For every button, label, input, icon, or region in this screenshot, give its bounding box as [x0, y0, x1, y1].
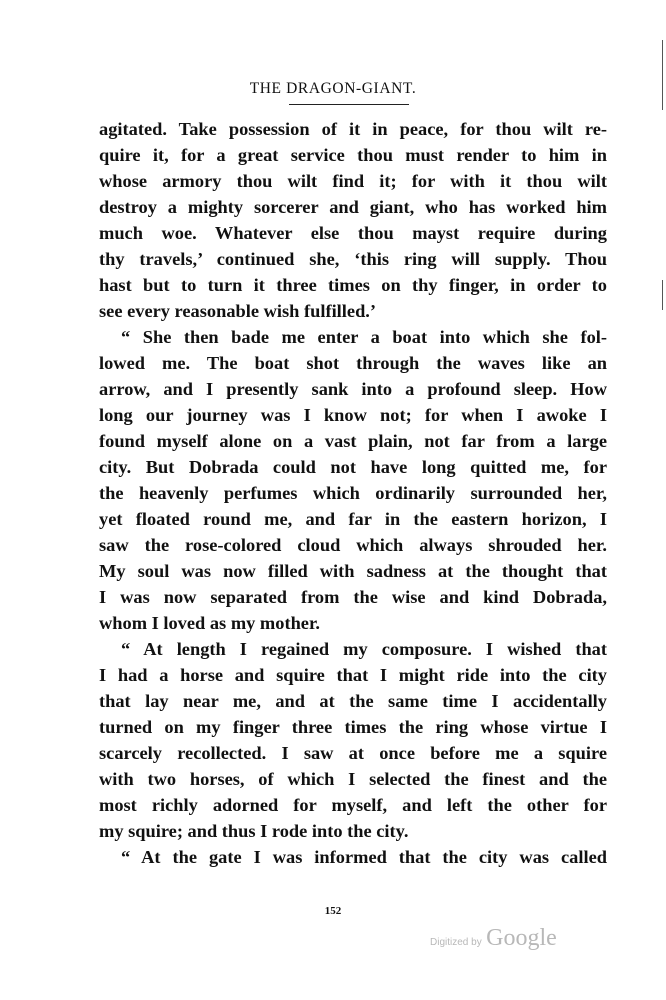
- text-line: whom I loved as my mother.: [99, 613, 321, 633]
- text-line: destroy a mighty sorcerer and giant, who has worked him: [99, 197, 607, 217]
- page-edge-mark: [662, 280, 663, 310]
- page-number: 152: [324, 905, 342, 917]
- text-line: quire it, for a great service thou must render to him in: [99, 145, 607, 165]
- text-line: found myself alone on a vast plain, not far from a large: [99, 431, 607, 451]
- text-line: my squire; and thus I rode into the city.: [99, 821, 409, 841]
- text-line: with two horses, of which I selected the finest and the: [99, 769, 607, 789]
- text-line: “ She then bade me enter a boat into which she fol-: [121, 327, 607, 347]
- text-line: “ At length I regained my composure. I wished that: [121, 639, 607, 659]
- page-edge-mark: [662, 40, 663, 110]
- text-line: agitated. Take possession of it in peace, for thou wilt re-: [99, 119, 607, 139]
- text-line: much woe. Whatever else thou mayst require during: [99, 223, 607, 243]
- text-line: arrow, and I presently sank into a profound sleep. How: [99, 379, 607, 399]
- text-line: lowed me. The boat shot through the waves like an: [99, 353, 607, 373]
- text-line: see every reasonable wish fulfilled.’: [99, 301, 377, 321]
- text-line: hast but to turn it three times on thy finger, in order to: [99, 275, 607, 295]
- watermark-prefix: Digitized by: [430, 937, 482, 948]
- header-rule: [289, 104, 409, 105]
- text-line: that lay near me, and at the same time I accidentally: [99, 691, 607, 711]
- text-line: My soul was now filled with sadness at the thought that: [99, 561, 607, 581]
- running-head: THE DRAGON-GIANT.: [249, 80, 417, 97]
- text-line: long our journey was I know not; for when I awoke I: [99, 405, 607, 425]
- digitized-watermark: [430, 925, 557, 952]
- text-line: whose armory thou wilt find it; for with it thou wilt: [99, 171, 607, 191]
- text-line: most richly adorned for myself, and left the other for: [99, 795, 607, 815]
- watermark-brand: Google: [486, 925, 557, 951]
- text-line: thy travels,’ continued she, ‘this ring will supply. Thou: [99, 249, 607, 269]
- text-line: saw the rose-colored cloud which always shrouded her.: [99, 535, 607, 555]
- text-line: the heavenly perfumes which ordinarily surrounded her,: [99, 483, 607, 503]
- text-line: turned on my finger three times the ring whose virtue I: [99, 717, 607, 737]
- text-line: yet floated round me, and far in the eastern horizon, I: [99, 509, 607, 529]
- body-text: [99, 116, 607, 870]
- text-line: I had a horse and squire that I might ride into the city: [99, 665, 607, 685]
- text-line: “ At the gate I was informed that the city was called: [121, 847, 607, 867]
- text-line: I was now separated from the wise and kind Dobrada,: [99, 587, 607, 607]
- text-line: scarcely recollected. I saw at once before me a squire: [99, 743, 607, 763]
- text-line: city. But Dobrada could not have long quitted me, for: [99, 457, 607, 477]
